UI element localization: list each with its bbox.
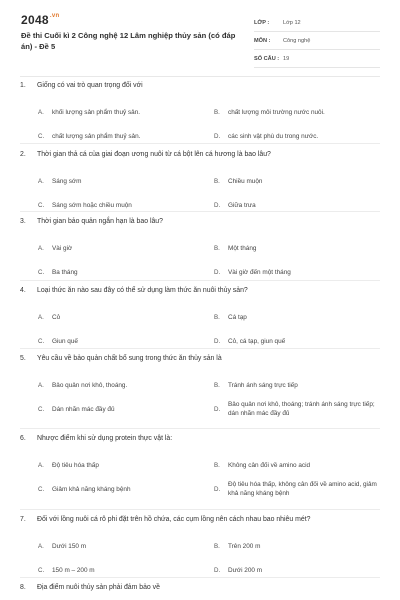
meta-value: Lớp 12	[283, 19, 301, 26]
option-text: Độ tiêu hóa thấp, không cân đối về amino acid, giảm khả năng kháng bệnh	[228, 481, 377, 497]
option-b[interactable]	[214, 306, 386, 328]
question-text	[20, 354, 380, 364]
option-letter: D.	[214, 337, 221, 345]
question-body: Giống có vai trò quan trọng đối với	[37, 82, 143, 89]
question-divider	[20, 348, 380, 349]
question-5	[20, 354, 380, 420]
question-text	[20, 81, 380, 91]
options-grid	[38, 454, 380, 500]
question-4	[20, 286, 380, 352]
option-letter: D.	[214, 201, 221, 209]
option-letter: B.	[214, 244, 220, 252]
option-text: Vài giờ đến một tháng	[228, 268, 291, 276]
option-a[interactable]	[38, 454, 210, 476]
options-grid	[38, 101, 380, 147]
question-3	[20, 217, 380, 283]
header-divider	[20, 76, 380, 77]
question-divider	[20, 509, 380, 510]
option-text: các sinh vật phù du trong nước.	[228, 132, 319, 140]
option-letter: A.	[38, 461, 44, 469]
option-letter: A.	[38, 542, 44, 550]
option-letter: B.	[214, 313, 220, 321]
option-a[interactable]	[38, 170, 210, 192]
exam-meta-table	[254, 14, 380, 68]
option-text: khối lượng sản phẩm thuỷ sản.	[52, 108, 141, 116]
option-letter: B.	[214, 177, 220, 185]
option-text: Trên 200 m	[228, 542, 261, 550]
option-letter: C.	[38, 268, 45, 276]
option-letter: D.	[214, 132, 221, 140]
option-text: Giun quế	[52, 337, 78, 345]
option-a[interactable]	[38, 535, 210, 557]
option-letter: C.	[38, 405, 45, 413]
question-number: 7.	[20, 516, 26, 523]
option-c[interactable]	[38, 398, 210, 420]
option-text: Cỏ	[52, 313, 61, 321]
option-text: Cá tạp	[228, 313, 247, 321]
question-text	[20, 583, 380, 593]
option-text: 150 m – 200 m	[52, 566, 95, 574]
question-text	[20, 217, 380, 227]
option-letter: B.	[214, 108, 220, 116]
option-b[interactable]	[214, 535, 386, 557]
option-letter: B.	[214, 542, 220, 550]
question-divider	[20, 143, 380, 144]
option-text: Sáng sớm	[52, 177, 82, 185]
options-grid	[38, 237, 380, 283]
meta-label: SỐ CÂU :	[254, 55, 280, 62]
option-text: Tránh ánh sáng trực tiếp	[228, 381, 298, 389]
site-logo[interactable]	[21, 13, 59, 27]
question-body: Thời gian thả cá của giai đoạn ương nuôi từ cá bột lên cá hương là bao lâu?	[37, 151, 271, 158]
option-b[interactable]	[214, 101, 386, 123]
question-body: Địa điểm nuôi thủy sản phải đảm bảo về	[37, 584, 160, 591]
options-grid	[38, 306, 380, 352]
page-header	[0, 0, 400, 74]
question-text	[20, 286, 380, 296]
option-text: Cỏ, cá tạp, giun quế	[228, 337, 286, 345]
question-1	[20, 81, 380, 147]
question-number: 6.	[20, 435, 26, 442]
option-b[interactable]	[214, 170, 386, 192]
option-text: Giảm khả năng kháng bệnh	[52, 485, 131, 493]
option-letter: B.	[214, 461, 220, 469]
option-letter: D.	[214, 566, 221, 574]
meta-value: Công nghệ	[283, 37, 311, 44]
option-letter: A.	[38, 381, 44, 389]
question-7	[20, 515, 380, 581]
option-a[interactable]	[38, 101, 210, 123]
question-number: 1.	[20, 82, 26, 89]
question-body: Đối với lồng nuôi cá rô phi đặt trên hồ chứa, các cụm lồng nên cách nhau bao nhiêu mét?	[37, 516, 311, 523]
question-body: Loại thức ăn nào sau đây có thể sử dụng làm thức ăn nuôi thủy sản?	[37, 287, 248, 294]
option-letter: D.	[214, 405, 221, 413]
option-text: chất lượng môi trường nước nuôi.	[228, 108, 325, 116]
logo-suffix-text: .vn	[49, 13, 60, 19]
option-letter: C.	[38, 337, 45, 345]
option-text: chất lượng sản phẩm thuỷ sản.	[52, 132, 141, 140]
option-letter: A.	[38, 313, 44, 321]
meta-label: MÔN :	[254, 37, 271, 44]
option-a[interactable]	[38, 306, 210, 328]
option-c[interactable]	[38, 478, 210, 500]
meta-row-count	[254, 50, 380, 68]
option-text: Không cân đối về amino acid	[228, 461, 311, 469]
question-text	[20, 434, 380, 444]
option-text: Giữa trưa	[228, 201, 256, 209]
question-2	[20, 150, 380, 216]
option-d[interactable]	[214, 478, 386, 500]
option-letter: D.	[214, 268, 221, 276]
option-letter: C.	[38, 485, 45, 493]
option-b[interactable]	[214, 237, 386, 259]
question-text	[20, 515, 380, 525]
option-letter: B.	[214, 381, 220, 389]
option-letter: C.	[38, 201, 45, 209]
question-number: 2.	[20, 151, 26, 158]
option-letter: C.	[38, 132, 45, 140]
option-b[interactable]	[214, 454, 386, 476]
question-number: 4.	[20, 287, 26, 294]
option-text: Ba tháng	[52, 268, 78, 276]
logo-main-text: 2048	[21, 13, 49, 27]
option-a[interactable]	[38, 237, 210, 259]
question-number: 5.	[20, 355, 26, 362]
option-text: Dưới 200 m	[228, 566, 263, 574]
question-body: Nhược điểm khi sử dụng protein thực vật là:	[37, 435, 173, 442]
question-text	[20, 150, 380, 160]
option-text: Sáng sớm hoặc chiều muộn	[52, 201, 132, 209]
question-divider	[20, 428, 380, 429]
option-letter: A.	[38, 177, 44, 185]
option-d[interactable]	[214, 398, 386, 420]
question-body: Thời gian bảo quản ngắn hạn là bao lâu?	[37, 218, 163, 225]
options-grid	[38, 374, 380, 420]
exam-title: Đề thi Cuối kì 2 Công nghệ 12 Lâm nghiệp thủy sản (có đáp án) - Đề 5	[21, 31, 236, 51]
question-number: 3.	[20, 218, 26, 225]
option-c[interactable]	[38, 194, 210, 216]
meta-label: LỚP :	[254, 19, 270, 26]
option-text: Bảo quản nơi khô, thoáng; tránh ánh sáng trực tiếp; dán nhãn mác đầy đủ	[228, 401, 375, 417]
question-divider	[20, 577, 380, 578]
option-text: Dán nhãn mác đầy đủ	[52, 405, 115, 413]
option-a[interactable]	[38, 374, 210, 396]
option-letter: D.	[214, 485, 221, 493]
options-grid	[38, 535, 380, 581]
question-divider	[20, 211, 380, 212]
option-text: Độ tiêu hóa thấp	[52, 461, 99, 469]
option-text: Một tháng	[228, 244, 257, 252]
question-8	[20, 583, 380, 593]
meta-row-subject	[254, 32, 380, 50]
option-b[interactable]	[214, 374, 386, 396]
option-text: Bảo quản nơi khô, thoáng.	[52, 381, 128, 389]
option-text: Dưới 150 m	[52, 542, 87, 550]
meta-row-class	[254, 14, 380, 32]
option-letter: A.	[38, 108, 44, 116]
option-d[interactable]	[214, 194, 386, 216]
question-6	[20, 434, 380, 500]
question-divider	[20, 280, 380, 281]
option-letter: A.	[38, 244, 44, 252]
meta-value: 19	[283, 55, 290, 62]
option-text: Chiều muộn	[228, 177, 263, 185]
question-number: 8.	[20, 584, 26, 591]
question-body: Yêu cầu về bảo quản chất bổ sung trong thức ăn thủy sản là	[37, 355, 222, 362]
option-text: Vài giờ	[52, 244, 73, 252]
option-letter: C.	[38, 566, 45, 574]
options-grid	[38, 170, 380, 216]
